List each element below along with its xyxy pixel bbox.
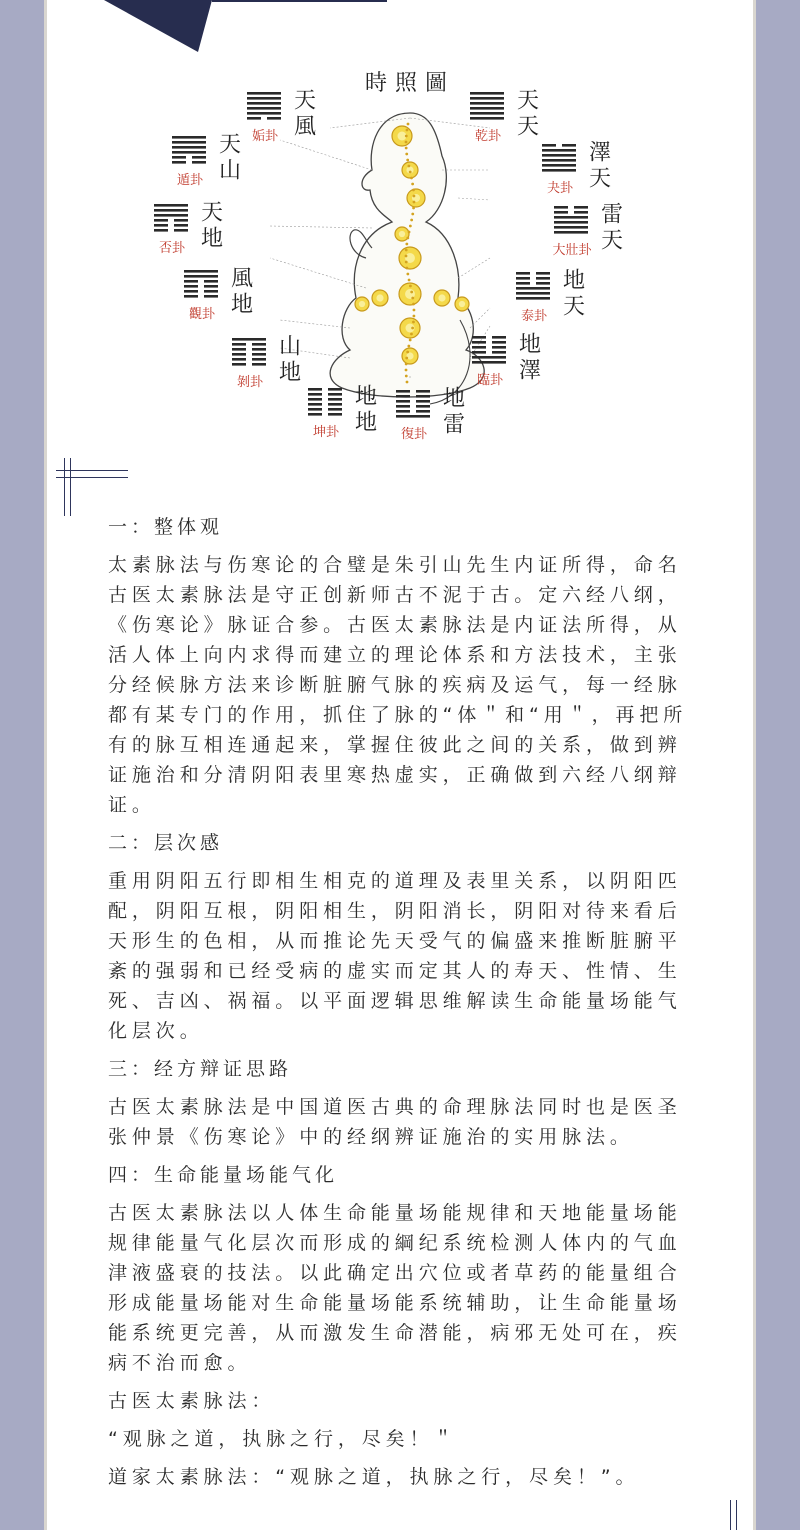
hexagram-name: 地天 [559,268,585,320]
gua-label: 坤卦 [312,425,340,440]
hexagram-name: 地雷 [439,386,465,438]
paragraph-line: 太素脉法与伤寒论的合璧是朱引山先生内证所得，命名 [108,554,682,576]
gua-label: 大壯卦 [552,243,592,258]
paragraph-line: 证施治和分清阴阳表里寒热虚实，正确做到六经八纲辩 [108,764,682,786]
meditating-figure [270,113,490,404]
paragraph-line: 能系统更完善，从而激发生命潜能，病邪无处可在，疾 [108,1322,682,1344]
gua-label: 臨卦 [476,373,504,388]
hexagram [516,268,585,324]
gua-label: 觀卦 [188,307,216,322]
paragraph-line: 道家太素脉法：“观脉之道，执脉之行，尽矣！”。 [108,1466,640,1488]
hexagram [247,88,316,144]
decorative-corner-mark [56,458,136,518]
paragraph-line: 古医太素脉法是中国道医古典的命理脉法同时也是医圣 [108,1096,682,1118]
paragraph-line: 紊的强弱和已经受病的虚实而定其人的寿天、性情、生 [108,960,682,982]
paragraph-line: 化层次。 [108,1020,204,1042]
hexagram [470,88,539,144]
hexagram [472,332,541,388]
paragraph-line: 证。 [108,794,156,816]
hexagram-name: 地澤 [515,332,541,384]
hexagram-name: 地地 [351,384,377,436]
paragraph [108,1424,716,1454]
hexagram-body-diagram [110,58,630,458]
hexagram [552,202,622,258]
paragraph-line: 古医太素脉法是守正创新师古不泥于古。定六经八纲， [108,584,682,606]
gua-label: 姤卦 [251,129,279,144]
paragraph-line: 古医太素脉法以人体生命能量场能规律和天地能量场能 [108,1202,682,1224]
paragraph-line: 都有某专门的作用，抓住了脉的“体＂和“用＂，再把所 [108,704,688,726]
paragraph-line: 配，阴阳互根，阴阳相生，阴阳消长，阴阳对待来看后 [108,900,682,922]
paragraph-line: 天形生的色相，从而推论先天受气的偏盛来推断脏腑平 [108,930,682,952]
paragraph-line: 形成能量场能对生命能量场能系统辅助，让生命能量场 [108,1292,682,1314]
gua-label: 乾卦 [474,129,502,144]
article-content [108,512,716,1500]
hexagram-name: 天天 [513,88,539,140]
paragraph [108,1198,716,1378]
gua-label: 剝卦 [236,375,264,390]
section-title: 一：整体观 [108,516,224,538]
paragraph-line: 分经候脉方法来诊断脏腑气脉的疾病及运气，每一经脉 [108,674,682,696]
paragraph [108,1092,716,1152]
paragraph-line: 活人体上向内求得而建立的理论体系和方法技术，主张 [108,644,682,666]
paragraph-line: “观脉之道，执脉之行，尽矣！＂ [108,1428,458,1450]
hexagram [308,384,377,440]
gua-label: 遁卦 [176,173,204,188]
paragraph-line: 张仲景《伤寒论》中的经纲辨证施治的实用脉法。 [108,1126,634,1148]
hexagram [542,140,611,196]
header-ribbon [62,0,392,60]
hexagram [172,132,241,188]
hexagram-name: 天風 [290,88,316,140]
paragraph [108,1386,716,1416]
paragraph [108,1462,716,1492]
hexagram [154,200,223,256]
hexagram [232,334,301,390]
paragraph-line: 古医太素脉法： [108,1390,276,1412]
paragraph [108,550,716,820]
gua-label: 否卦 [158,241,186,256]
paragraph-line: 规律能量气化层次而形成的綱纪系统检测人体内的气血 [108,1232,682,1254]
hexagram [184,266,253,322]
hexagram-name: 澤天 [585,140,611,192]
hexagram-name: 天地 [197,200,223,252]
hexagram-name: 雷天 [597,202,623,254]
hexagram-name: 山地 [275,334,301,386]
section-title: 二：层次感 [108,832,224,854]
section-title: 四：生命能量场能气化 [108,1164,339,1186]
paragraph-line: 病不治而愈。 [108,1352,252,1374]
paragraph [108,866,716,1046]
paragraph-line: 死、吉凶、祸福。以平面逻辑思维解读生命能量场能气 [108,990,682,1012]
paragraph-line: 有的脉互相连通起来，掌握住彼此之间的关系，做到辨 [108,734,682,756]
gua-label: 泰卦 [520,309,548,324]
paragraph-line: 重用阴阳五行即相生相克的道理及表里关系，以阴阳匹 [108,870,682,892]
decorative-corner-mark-bottom [726,1500,746,1530]
diagram-title: 時照圖 [364,71,456,96]
paragraph-line: 《伤寒论》脉证合参。古医太素脉法是内证法所得，从 [108,614,682,636]
gua-label: 復卦 [400,427,428,442]
hexagram-name: 風地 [227,266,253,318]
section-title: 三：经方辩证思路 [108,1058,293,1080]
gua-label: 夬卦 [546,181,574,196]
hexagram-name: 天山 [215,132,241,184]
paragraph-line: 津液盛衰的技法。以此确定出穴位或者草药的能量组合 [108,1262,682,1284]
